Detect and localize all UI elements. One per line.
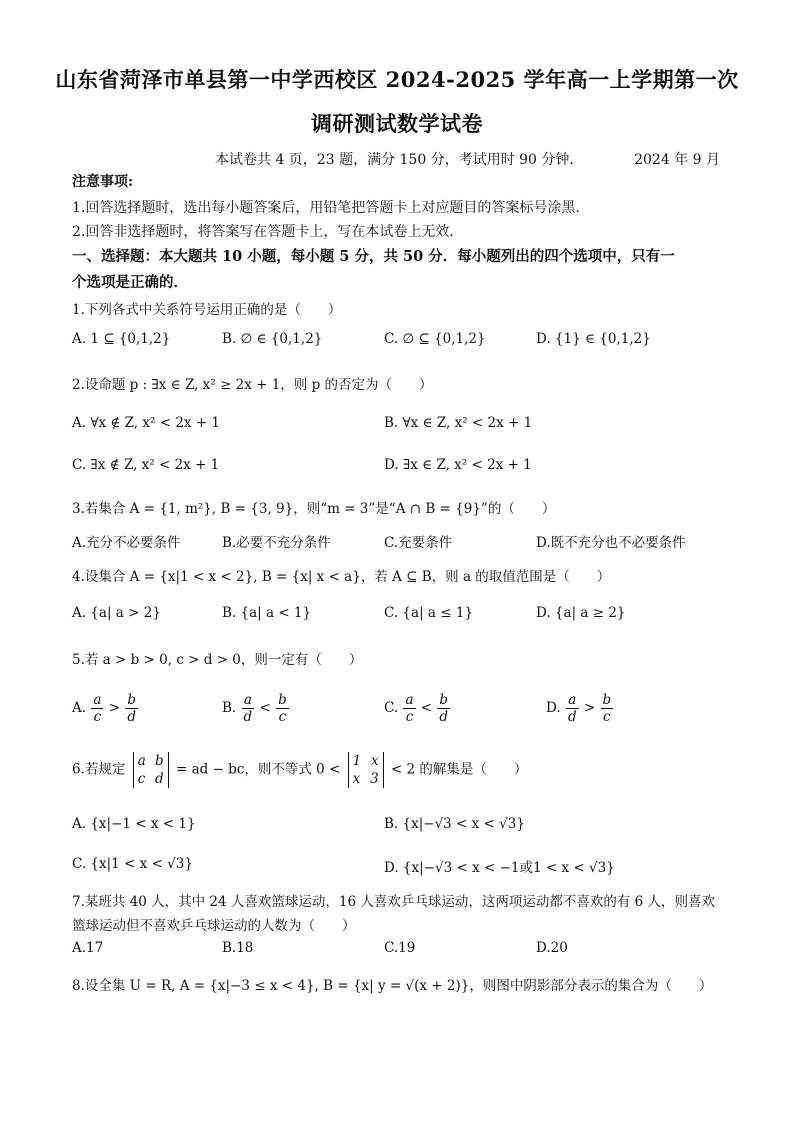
question-5-option-b xyxy=(222,692,290,725)
numerator: a xyxy=(566,692,579,709)
question-6-option-c: C. {x|1 < x < √3} xyxy=(72,856,193,872)
question-1-option-b: B. ∅ ∈ {0,1,2} xyxy=(222,331,323,347)
exam-date: 2024 年 9 月 xyxy=(634,152,720,168)
denominator: d xyxy=(439,709,449,725)
exam-info-text: 本试卷共 4 页，23 题，满分 150 分，考试用时 90 分钟． xyxy=(215,152,584,168)
fraction xyxy=(91,692,103,725)
question-8-stem: 8.设全集 U = R, A = {x|−3 ≤ x < 4}, B = {x| y = √(x + 2)}，则图中阴影部分表示的集合为（ ） xyxy=(72,978,713,994)
fraction xyxy=(566,692,579,725)
question-1-option-c: C. ∅ ⊆ {0,1,2} xyxy=(384,331,486,347)
denominator: d xyxy=(243,709,253,725)
comparison-operator: > xyxy=(583,700,596,716)
fraction xyxy=(601,692,614,725)
denominator: d xyxy=(127,709,136,725)
numerator: a xyxy=(405,692,414,708)
fraction xyxy=(403,692,415,725)
comparison-operator: > xyxy=(108,700,121,716)
question-4-option-a: A. {a| a > 2} xyxy=(72,605,161,621)
section-1-line2: 个选项是正确的． xyxy=(72,274,188,291)
question-1-option-a: A. 1 ⊆ {0,1,2} xyxy=(72,331,171,347)
question-7-option-c: C.19 xyxy=(384,940,416,956)
matrix-entry: d xyxy=(155,771,164,787)
exam-title-line2: 调研测试数学试卷 xyxy=(311,111,483,136)
question-4-stem: 4.设集合 A = {x|1 < x < 2}, B = {x| x < a}，若 A ⊆ B，则 a 的取值范围是（ ） xyxy=(72,569,611,585)
exam-info xyxy=(215,149,755,169)
denominator: c xyxy=(603,709,611,725)
question-6-option-a: A. {x|−1 < x < 1} xyxy=(72,816,196,832)
numerator: b xyxy=(127,692,136,708)
section-1-line1: 一、选择题：本大题共 10 小题，每小题 5 分，共 50 分．每小题列出的四个选项中，只有一 xyxy=(72,248,675,265)
option-label: C. xyxy=(384,700,399,716)
fraction xyxy=(276,692,289,725)
notes-item-2: 2.回答非选择题时，将答案写在答题卡上，写在本试卷上无效． xyxy=(72,224,464,240)
matrix-entry: x xyxy=(371,753,379,769)
numerator: a xyxy=(242,692,255,709)
fraction xyxy=(242,692,255,725)
question-6-option-b: B. {x|−√3 < x < √3} xyxy=(384,816,525,832)
question-5-option-c xyxy=(384,692,451,725)
option-label: D. xyxy=(546,700,561,716)
question-3-stem: 3.若集合 A = {1, m²}, B = {3, 9}，则“m = 3”是“A ∩ B = {9}”的（ ） xyxy=(72,501,556,517)
question-6-prefix: 6.若规定 xyxy=(72,761,126,778)
matrix-entry: 1 xyxy=(352,753,362,769)
option-label: A. xyxy=(72,700,87,716)
section-1-heading xyxy=(72,244,732,296)
question-2-stem: 2.设命题 p : ∃x ∈ Z, x² ≥ 2x + 1，则 p 的否定为（ ） xyxy=(72,377,433,393)
comparison-operator: < xyxy=(420,700,433,716)
numerator: b xyxy=(439,692,449,708)
question-4-option-d: D. {a| a ≥ 2} xyxy=(536,605,626,621)
comparison-operator: < xyxy=(259,700,271,716)
matrix-entry: x xyxy=(352,771,361,787)
question-7-option-a: A.17 xyxy=(72,940,104,956)
question-6-middle: = ad − bc，则不等式 0 < xyxy=(175,761,341,778)
question-7-option-b: B.18 xyxy=(222,940,254,956)
question-6-stem xyxy=(72,752,527,788)
question-2-option-a: A. ∀x ∉ Z, x² < 2x + 1 xyxy=(72,415,220,431)
question-7-line1: 7.某班共 40 人，其中 24 人喜欢篮球运动，16 人喜欢乒乓球运动，这两项运动都不喜欢的有 6 人，则喜欢 xyxy=(72,894,716,910)
fraction xyxy=(437,692,450,725)
matrix-entry: b xyxy=(155,753,164,769)
question-3-option-d: D.既不充分也不必要条件 xyxy=(536,535,686,551)
question-7-option-d: D.20 xyxy=(536,940,568,956)
question-7-line2: 篮球运动但不喜欢乒乓球运动的人数为（ ） xyxy=(72,918,356,934)
numerator: b xyxy=(278,692,287,708)
question-5-option-a xyxy=(72,692,139,725)
question-3-option-b: B.必要不充分条件 xyxy=(222,535,331,551)
question-1-stem: 1.下列各式中关系符号运用正确的是（ ） xyxy=(72,302,342,318)
notes-item-1: 1.回答选择题时，选出每小题答案后，用铅笔把答题卡上对应题目的答案标号涂黑． xyxy=(72,200,590,216)
fraction xyxy=(125,692,138,725)
question-6-option-d: D. {x|−√3 < x < −1或1 < x < √3} xyxy=(384,860,615,876)
notes-heading: 注意事项: xyxy=(72,174,134,190)
question-2-option-d: D. ∃x ∈ Z, x² < 2x + 1 xyxy=(384,457,532,473)
question-5-stem: 5.若 a > b > 0, c > d > 0，则一定有（ ） xyxy=(72,652,363,668)
matrix-entry: a xyxy=(137,753,146,769)
question-3-option-a: A.充分不必要条件 xyxy=(72,535,181,551)
numerator: a xyxy=(93,692,102,708)
question-4-option-b: B. {a| a < 1} xyxy=(222,605,312,621)
question-2-option-b: B. ∀x ∈ Z, x² < 2x + 1 xyxy=(384,415,533,431)
question-5-option-d xyxy=(546,692,614,725)
question-1-option-d: D. {1} ∈ {0,1,2} xyxy=(536,331,651,347)
numerator: b xyxy=(602,692,612,708)
determinant-definition xyxy=(133,752,169,788)
denominator: c xyxy=(93,709,102,725)
matrix-entry: 3 xyxy=(370,771,379,787)
option-label: B. xyxy=(222,700,237,716)
determinant-inequality xyxy=(348,752,384,788)
question-2-option-c: C. ∃x ∉ Z, x² < 2x + 1 xyxy=(72,457,220,473)
question-3-option-c: C.充要条件 xyxy=(384,535,453,551)
question-4-option-c: C. {a| a ≤ 1} xyxy=(384,605,474,621)
question-6-suffix: < 2 的解集是（ ） xyxy=(390,761,528,778)
exam-title-line1: 山东省菏泽市单县第一中学西校区 2024-2025 学年高一上学期第一次 xyxy=(55,67,739,92)
denominator: c xyxy=(405,709,414,725)
denominator: d xyxy=(567,709,577,725)
denominator: c xyxy=(278,709,287,725)
matrix-entry: c xyxy=(137,771,146,787)
